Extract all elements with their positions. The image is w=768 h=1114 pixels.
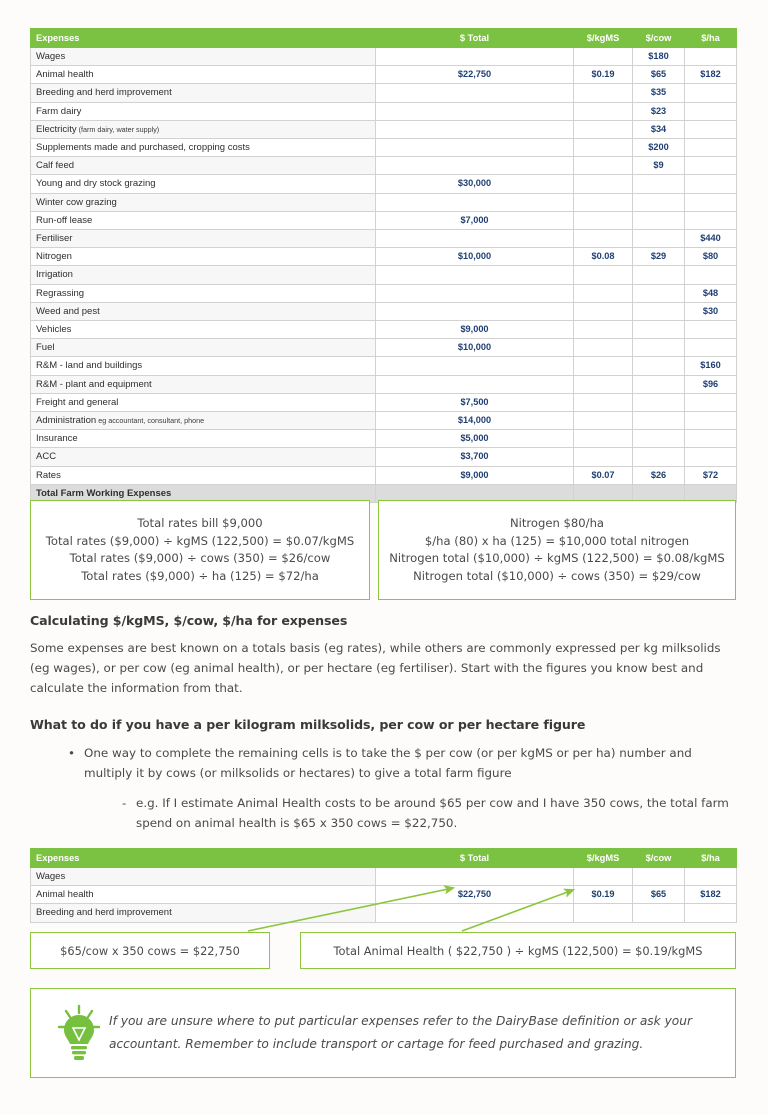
tip-callout-box: [30, 988, 736, 1078]
cell-ha: [685, 211, 737, 229]
cell-expense-label: Wages: [31, 48, 376, 66]
bullet-item-level1: [68, 743, 734, 783]
cell-total: $7,000: [376, 211, 574, 229]
cell-ha: $30: [685, 302, 737, 320]
calc-line: Nitrogen total ($10,000) ÷ kgMS (122,500) = $0.08/kgMS: [389, 551, 725, 565]
cell-cow: $180: [633, 48, 685, 66]
cell-cow: $23: [633, 102, 685, 120]
table-row: [31, 193, 737, 211]
annotation-box-left: $65/cow x 350 cows = $22,750: [30, 932, 270, 969]
cell-kgms: [574, 193, 633, 211]
cell-expense-label: Vehicles: [31, 321, 376, 339]
cell-kgms: [574, 321, 633, 339]
cell-expense-label: Regrassing: [31, 284, 376, 302]
section-paragraph-intro: Some expenses are best known on a totals basis (eg rates), while others are commonly expressed per kg milksolids (eg wages), or per cow (eg animal health), or per hectare (eg fertiliser). Start with the figures you know best and calculate the information from that.: [30, 641, 721, 695]
cell-cow: [633, 211, 685, 229]
cell-expense-label: R&M - plant and equipment: [31, 375, 376, 393]
cell-total: $10,000: [376, 248, 574, 266]
cell-kgms: [574, 375, 633, 393]
table-row: [31, 284, 737, 302]
cell-expense-label: Rates: [31, 466, 376, 484]
cell-expense-label: Breeding and herd improvement: [31, 904, 376, 922]
table-row: [31, 339, 737, 357]
cell-kgms: [574, 430, 633, 448]
cell-expense-label: Young and dry stock grazing: [31, 175, 376, 193]
table-row: [31, 48, 737, 66]
cell-cow: [633, 430, 685, 448]
cell-total: [376, 868, 574, 886]
cell-total-label: Total Farm Working Expenses: [31, 484, 376, 502]
cell-cow: $65: [633, 66, 685, 84]
bullet-marker-dash: -: [122, 796, 127, 810]
table-row: [31, 211, 737, 229]
table-row: [31, 430, 737, 448]
cell-cow: $9: [633, 157, 685, 175]
calc-line: Total rates bill $9,000: [137, 516, 263, 530]
cell-kgms: [574, 84, 633, 102]
cell-expense-label: Winter cow grazing: [31, 193, 376, 211]
cell-total: [376, 120, 574, 138]
cell-ha: [685, 412, 737, 430]
cell-cow: $34: [633, 120, 685, 138]
cell-kgms: $0.07: [574, 466, 633, 484]
cell-kgms: [574, 357, 633, 375]
cell-ha: $440: [685, 230, 737, 248]
cell-kgms: [574, 393, 633, 411]
cell-ha: [685, 430, 737, 448]
table-row: [31, 357, 737, 375]
cell-ha: [685, 448, 737, 466]
cell-kgms: [574, 904, 633, 922]
table-row: [31, 120, 737, 138]
column-header-ha: $/ha: [685, 849, 737, 868]
column-header-kgms: $/kgMS: [574, 29, 633, 48]
cell-total: [376, 48, 574, 66]
table-row: [31, 393, 737, 411]
table-row: [31, 302, 737, 320]
column-header-expenses: Expenses: [31, 849, 376, 868]
cell-ha: [685, 84, 737, 102]
table-row: [31, 466, 737, 484]
cell-total: $7,500: [376, 393, 574, 411]
cell-ha: $160: [685, 357, 737, 375]
cell-ha: [685, 139, 737, 157]
cell-cow: [633, 448, 685, 466]
cell-total: [376, 375, 574, 393]
calc-line: Total rates ($9,000) ÷ kgMS (122,500) = $0.07/kgMS: [45, 533, 355, 548]
cell-total: $22,750: [376, 886, 574, 904]
cell-total: [376, 230, 574, 248]
cell-total: [376, 357, 574, 375]
table-row: [31, 84, 737, 102]
cell-ha: [685, 868, 737, 886]
cell-kgms: [574, 302, 633, 320]
cell-kgms: [574, 175, 633, 193]
cell-total: [376, 302, 574, 320]
cell-ha: [685, 175, 737, 193]
cell-total: [376, 904, 574, 922]
cell-total: $9,000: [376, 466, 574, 484]
column-header-cow: $/cow: [633, 29, 685, 48]
cell-cow: [633, 230, 685, 248]
table-row: [31, 886, 737, 904]
calc-line: Total rates ($9,000) ÷ cows (350) = $26/cow: [69, 551, 331, 565]
cell-expense-label: Fertiliser: [31, 230, 376, 248]
table-row: [31, 139, 737, 157]
cell-cow: [633, 302, 685, 320]
cell-total: $10,000: [376, 339, 574, 357]
cell-kgms: [574, 339, 633, 357]
table-row: [31, 904, 737, 922]
cell-expense-label: Farm dairy: [31, 102, 376, 120]
cell-expense-label: R&M - land and buildings: [31, 357, 376, 375]
cell-cow: [633, 412, 685, 430]
table-row: [31, 157, 737, 175]
cell-total: [376, 102, 574, 120]
cell-kgms: [574, 412, 633, 430]
cell-cow: [633, 375, 685, 393]
cell-kgms: [574, 120, 633, 138]
calc-box-rates: [30, 500, 370, 600]
cell-expense-label: Fuel: [31, 339, 376, 357]
cell-cow: [633, 339, 685, 357]
cell-ha: $182: [685, 66, 737, 84]
cell-ha: $96: [685, 375, 737, 393]
cell-ha: $80: [685, 248, 737, 266]
section-heading-whattodo: What to do if you have a per kilogram milksolids, per cow or per hectare figure: [30, 717, 586, 732]
cell-kgms: $0.08: [574, 248, 633, 266]
cell-cow: $65: [633, 886, 685, 904]
cell-cow: [633, 357, 685, 375]
cell-cow: $29: [633, 248, 685, 266]
lightbulb-icon: [51, 1003, 109, 1063]
column-header-kgms: $/kgMS: [574, 849, 633, 868]
column-header-cow: $/cow: [633, 849, 685, 868]
table-row: [31, 230, 737, 248]
cell-ha: [685, 339, 737, 357]
annotation-box-right: Total Animal Health ( $22,750 ) ÷ kgMS (122,500) = $0.19/kgMS: [300, 932, 736, 969]
cell-total: [376, 284, 574, 302]
cell-total: $9,000: [376, 321, 574, 339]
cell-total: [376, 157, 574, 175]
table-row: [31, 248, 737, 266]
cell-expense-sublabel: eg accountant, consultant, phone: [96, 416, 205, 426]
cell-ha: $72: [685, 466, 737, 484]
table-row: [31, 175, 737, 193]
cell-expense-label: Insurance: [31, 430, 376, 448]
cell-ha: [685, 393, 737, 411]
table-row: [31, 868, 737, 886]
cell-expense-sublabel: (farm dairy, water supply): [76, 124, 160, 134]
cell-cow: [633, 175, 685, 193]
cell-cow: [633, 393, 685, 411]
cell-cow: $26: [633, 466, 685, 484]
cell-expense-label: Weed and pest: [31, 302, 376, 320]
table-row: [31, 266, 737, 284]
cell-ha: [685, 120, 737, 138]
cell-kgms: [574, 448, 633, 466]
cell-cow: $200: [633, 139, 685, 157]
cell-cow: [633, 193, 685, 211]
cell-total: [376, 139, 574, 157]
calc-line: Nitrogen $80/ha: [509, 516, 605, 530]
bullet-marker-dot: •: [68, 746, 76, 760]
cell-expense-label: Run-off lease: [31, 211, 376, 229]
cell-kgms: [574, 102, 633, 120]
cell-expense-label: Breeding and herd improvement: [31, 84, 376, 102]
bullet-level2-text: e.g. If I estimate Animal Health costs to be around $65 per cow and I have 350 cows, the total farm spend on animal health is $65 x 350 cows = $22,750.: [136, 796, 729, 830]
cell-expense-label: Freight and general: [31, 393, 376, 411]
cell-cow: [633, 868, 685, 886]
cell-ha: [685, 904, 737, 922]
cell-total: $14,000: [376, 412, 574, 430]
cell-cow: [633, 266, 685, 284]
calc-box-nitrogen: [378, 500, 736, 600]
column-header-total: $ Total: [376, 849, 574, 868]
cell-kgms: [574, 266, 633, 284]
cell-ha: [685, 321, 737, 339]
cell-cow: [633, 284, 685, 302]
table-row: [31, 102, 737, 120]
calc-line: $/ha (80) x ha (125) = $10,000 total nitrogen: [424, 533, 690, 548]
table-row: [31, 412, 737, 430]
column-header-expenses: Expenses: [31, 29, 376, 48]
cell-cow: $35: [633, 84, 685, 102]
cell-expense-label: Nitrogen: [31, 248, 376, 266]
table-row: [31, 375, 737, 393]
table-row: [31, 66, 737, 84]
cell-kgms: $0.19: [574, 886, 633, 904]
cell-total: $22,750: [376, 66, 574, 84]
cell-expense-label: Wages: [31, 868, 376, 886]
cell-cow: [633, 904, 685, 922]
cell-total: [376, 84, 574, 102]
table-header-row: [31, 849, 737, 868]
cell-kgms: [574, 211, 633, 229]
cell-expense-label: Administration eg accountant, consultant, phone: [31, 412, 376, 430]
cell-total: [376, 193, 574, 211]
calc-line: Total rates ($9,000) ÷ ha (125) = $72/ha: [81, 568, 319, 583]
cell-ha: $182: [685, 886, 737, 904]
cell-kgms: [574, 157, 633, 175]
cell-ha: [685, 48, 737, 66]
column-header-ha: $/ha: [685, 29, 737, 48]
expenses-table-example: [30, 848, 737, 923]
cell-kgms: [574, 139, 633, 157]
calc-line: Nitrogen total ($10,000) ÷ cows (350) = $29/cow: [413, 568, 701, 583]
tip-text: If you are unsure where to put particular expenses refer to the DairyBase definition or ask your accountant. Remember to include transport or cartage for feed purchased and grazing.: [109, 1014, 692, 1051]
cell-expense-label: Calf feed: [31, 157, 376, 175]
cell-ha: $48: [685, 284, 737, 302]
cell-expense-label: Supplements made and purchased, cropping costs: [31, 139, 376, 157]
column-header-total: $ Total: [376, 29, 574, 48]
cell-ha: [685, 102, 737, 120]
cell-expense-label: ACC: [31, 448, 376, 466]
cell-ha: [685, 157, 737, 175]
cell-kgms: [574, 868, 633, 886]
table-row: [31, 321, 737, 339]
cell-kgms: $0.19: [574, 66, 633, 84]
cell-ha: [685, 266, 737, 284]
cell-total: $5,000: [376, 430, 574, 448]
cell-kgms: [574, 284, 633, 302]
cell-expense-label: Irrigation: [31, 266, 376, 284]
cell-expense-label: Electricity (farm dairy, water supply): [31, 120, 376, 138]
cell-total: [376, 266, 574, 284]
section-heading-calculating: Calculating $/kgMS, $/cow, $/ha for expenses: [30, 613, 348, 628]
cell-kgms: [574, 230, 633, 248]
cell-ha: [685, 193, 737, 211]
cell-expense-label: Animal health: [31, 66, 376, 84]
table-header-row: [31, 29, 737, 48]
cell-total: $3,700: [376, 448, 574, 466]
bullet-item-level2: [122, 793, 736, 833]
expenses-table-main: [30, 28, 737, 503]
table-row: [31, 448, 737, 466]
cell-total: $30,000: [376, 175, 574, 193]
cell-expense-label: Animal health: [31, 886, 376, 904]
bullet-level1-text: One way to complete the remaining cells is to take the $ per cow (or per kgMS or per ha) number and multiply it by cows (or milksolids or hectares) to give a total farm figure: [84, 746, 692, 780]
cell-kgms: [574, 48, 633, 66]
cell-cow: [633, 321, 685, 339]
